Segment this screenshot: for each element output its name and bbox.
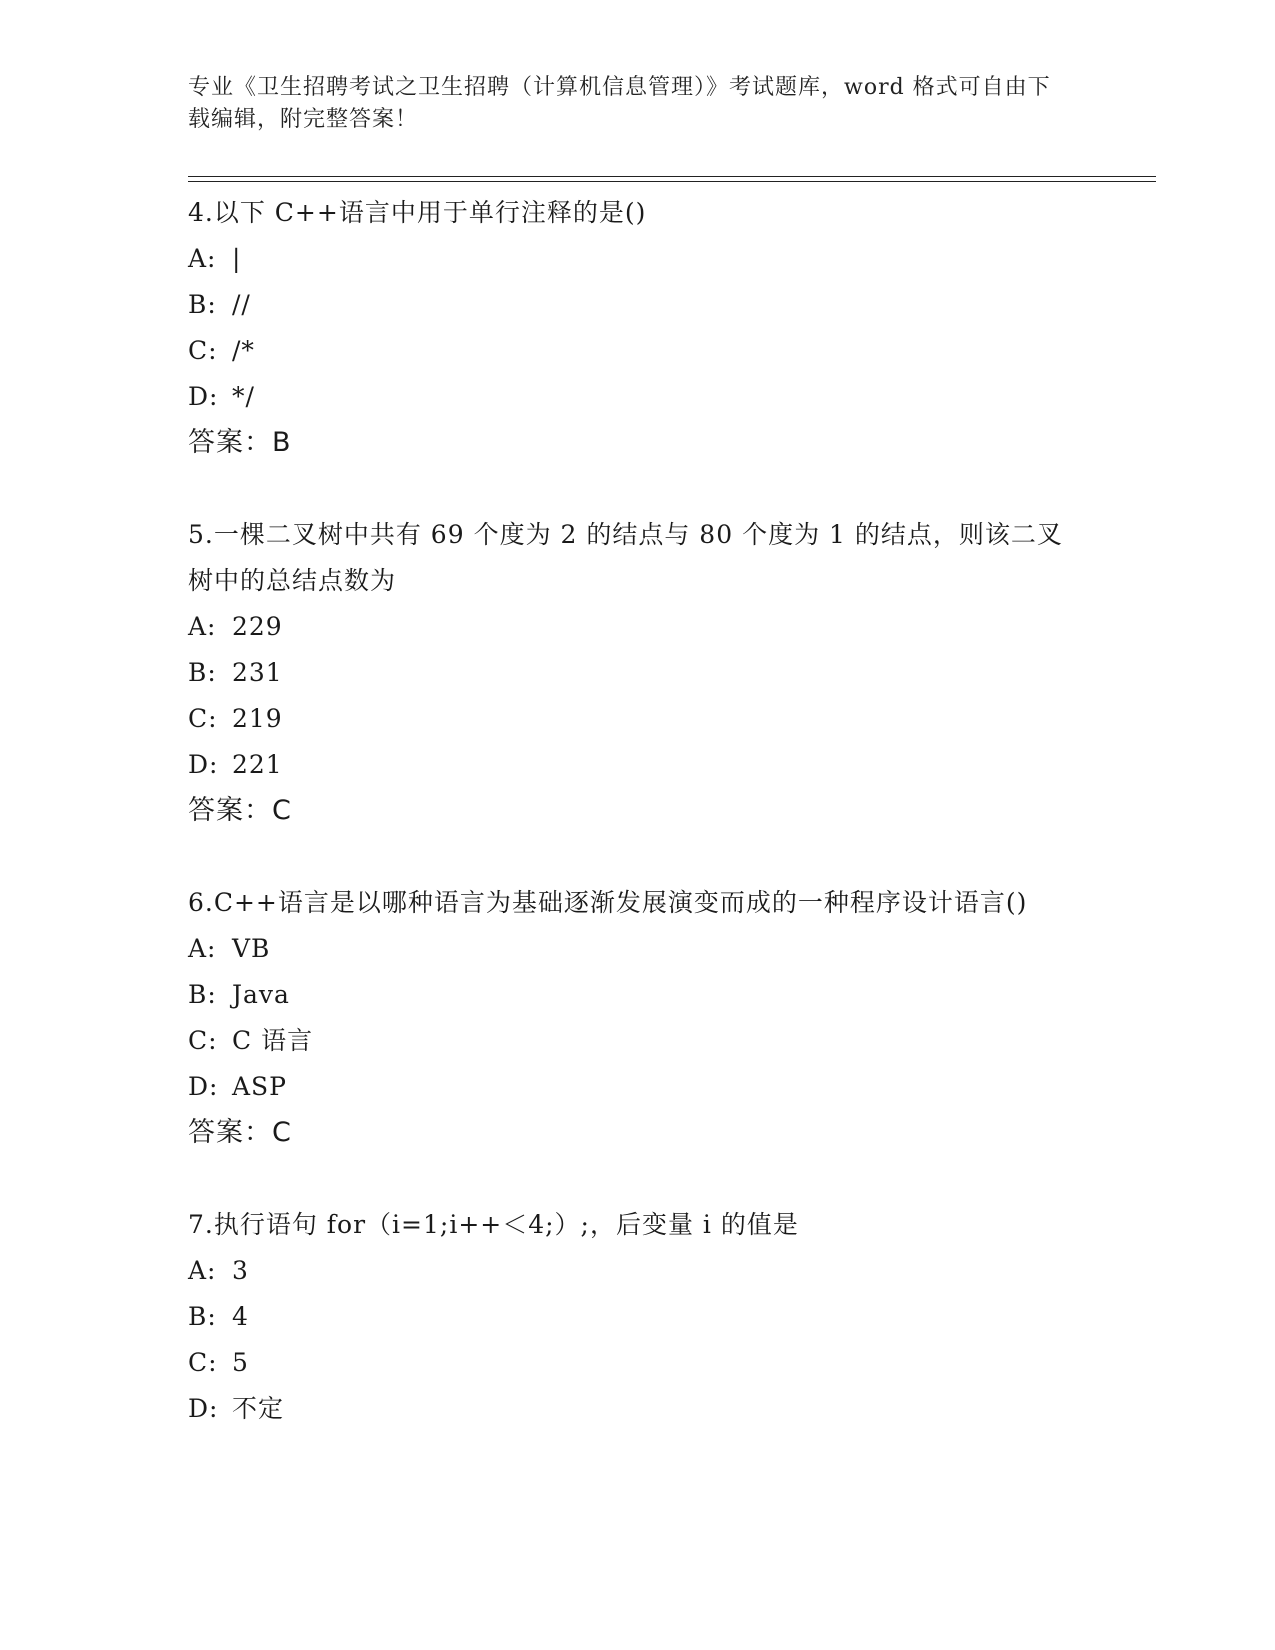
- question-list: [188, 190, 1088, 1478]
- option-b: B: Java: [188, 980, 290, 1009]
- option-a: A: 3: [188, 1256, 249, 1285]
- option-b: B: 4: [188, 1302, 249, 1331]
- option-b: B: //: [188, 290, 251, 319]
- option-d: D: ASP: [188, 1072, 288, 1101]
- option-c: C: 219: [188, 704, 283, 733]
- question-7: [188, 1202, 1088, 1432]
- question-text: 5.一棵二叉树中共有 69 个度为 2 的结点与 80 个度为 1 的结点，则该二叉树中的总结点数为: [188, 520, 1063, 595]
- option-a: A: VB: [188, 934, 271, 963]
- question-text: 7.执行语句 for（i=1;i++＜4;）;，后变量 i 的值是: [188, 1210, 799, 1239]
- option-d: D: 不定: [188, 1394, 285, 1423]
- answer-line: 答案：C: [188, 795, 292, 826]
- question-text: 6.C++语言是以哪种语言为基础逐渐发展演变而成的一种程序设计语言(): [188, 888, 1028, 917]
- option-c: C: /*: [188, 336, 255, 365]
- option-a: A: |: [188, 244, 242, 273]
- header-divider-top: [188, 176, 1156, 177]
- option-d: D: 221: [188, 750, 283, 779]
- question-4: [188, 190, 1088, 466]
- option-a: A: 229: [188, 612, 283, 641]
- header-divider-bottom: [188, 181, 1156, 182]
- option-c: C: 5: [188, 1348, 249, 1377]
- document-header: 专业《卫生招聘考试之卫生招聘（计算机信息管理）》考试题库，word 格式可自由下载编辑，附完整答案！: [188, 75, 1051, 132]
- option-d: D: */: [188, 382, 255, 411]
- answer-line: 答案：B: [188, 427, 292, 458]
- question-6: [188, 880, 1088, 1156]
- answer-line: 答案：C: [188, 1117, 292, 1148]
- option-c: C: C 语言: [188, 1026, 314, 1055]
- question-text: 4.以下 C++语言中用于单行注释的是(): [188, 198, 647, 227]
- option-b: B: 231: [188, 658, 283, 687]
- question-5: [188, 512, 1088, 834]
